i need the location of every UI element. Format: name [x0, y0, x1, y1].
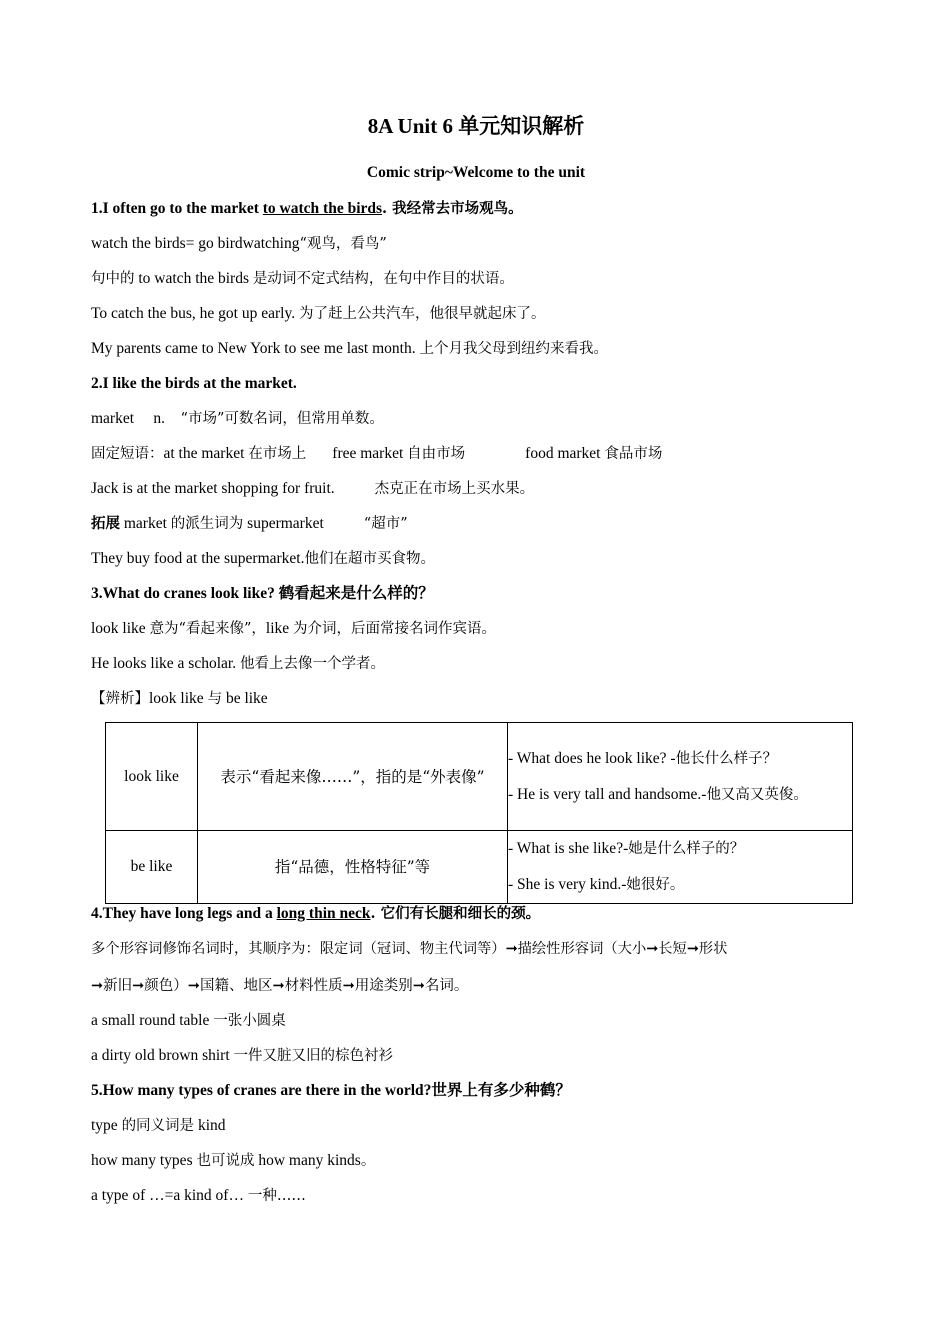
en-text: My parents came to New York to see me last month. [91, 340, 420, 357]
s2-line-1 [91, 409, 384, 429]
table-row [106, 723, 853, 831]
section-2-heading: 2.I like the birds at the market. [91, 375, 297, 392]
cn-text: 一件又脏又旧的棕色衬衫 [233, 1048, 393, 1064]
example-line [508, 831, 852, 867]
s4-line-3 [91, 1011, 286, 1031]
cn-text: 。 [360, 1153, 376, 1169]
en-text: type [91, 1117, 122, 1134]
cn-text: 的派生词为 [170, 516, 244, 532]
s1-line-2 [91, 269, 514, 289]
s1-line-3 [91, 304, 545, 324]
en-text: watch the birds= go birdwatching [91, 235, 300, 252]
extension-label: 拓展 [91, 515, 120, 532]
cn-text: 一张小圆桌 [213, 1013, 286, 1029]
cn-text: 固定短语： [91, 446, 164, 462]
section-4-heading [91, 904, 540, 924]
en-text: To catch the bus, he got up early. [91, 305, 299, 322]
cn-text: “观鸟，看鸟” [299, 236, 387, 252]
s2-line-3 [91, 479, 534, 499]
en-text: kind [194, 1117, 226, 1134]
cn-text: 句中的 [91, 271, 135, 287]
heading-text: 1.I often go to the market [91, 200, 263, 217]
en-text: supermarket [243, 515, 324, 532]
s2-line-4 [91, 514, 408, 534]
heading-text-cn: . 它们有长腿和细长的颈。 [370, 905, 541, 922]
cn-text: 为介词，后面常接名词作宾语。 [293, 621, 497, 637]
s2-line-5 [91, 549, 435, 569]
s5-line-3 [91, 1186, 306, 1206]
heading-text: 5.How many types of cranes are there in the world?世界上有多少种鹤？ [91, 1082, 571, 1099]
en-text: a type of …=a kind of… [91, 1187, 248, 1204]
cn-text: 他长什么样子？ [675, 750, 778, 767]
cn-text: 也可说成 [196, 1153, 255, 1169]
table-cell-meaning: 表示“看起来像……”，指的是“外表像” [198, 723, 508, 831]
cn-text: 多个形容词修饰名词时，其顺序为：限定词（冠词、物主代词等）➞描绘性形容词（大小➞长短➞形状 [91, 941, 728, 957]
en-text: food market [525, 445, 605, 462]
en-text: - She is very kind.- [508, 876, 627, 893]
example-line [508, 741, 852, 777]
en-text: how many kinds [254, 1152, 361, 1169]
cn-text: 与 [207, 691, 223, 707]
s4-line-1 [91, 939, 727, 959]
cn-text: 为了赶上公共汽车，他很早就起床了。 [298, 306, 546, 322]
s1-line-1 [91, 234, 387, 254]
example-line [508, 867, 852, 903]
en-text: how many types [91, 1152, 197, 1169]
cn-text: “超市” [363, 516, 408, 532]
cn-text: 她很好。 [626, 877, 685, 893]
en-text: be like [222, 690, 268, 707]
cn-text: 食品市场 [604, 446, 663, 462]
table-cell-example [508, 723, 853, 831]
en-text: like [265, 620, 294, 637]
heading-text-cn: . 我经常去市场观鸟。 [382, 200, 523, 217]
cn-text: 的同义词是 [121, 1118, 195, 1134]
table-cell-term: look like [106, 723, 198, 831]
cn-text: 在市场上 [248, 446, 307, 462]
en-text: Jack is at the market shopping for fruit. [91, 480, 335, 497]
cn-text: ➞新旧➞颜色）➞国籍、地区➞材料性质➞用途类别➞名词。 [91, 978, 469, 994]
cn-text: 意为“看起来像”， [149, 621, 266, 637]
table-row [106, 831, 853, 904]
en-text: to watch the birds [134, 270, 253, 287]
s3-line-3 [91, 689, 268, 709]
s5-line-1 [91, 1116, 226, 1136]
en-text: market [120, 515, 171, 532]
table-cell-example [508, 831, 853, 904]
s3-line-1 [91, 619, 496, 639]
heading-underlined: to watch the birds [262, 200, 383, 217]
en-text: a dirty old brown shirt [91, 1047, 234, 1064]
cn-text: 他们在超市买食物。 [304, 551, 435, 567]
s4-line-4 [91, 1046, 393, 1066]
en-text: - What is she like?- [508, 840, 629, 857]
cn-text: 是动词不定式结构，在句中作目的状语。 [252, 271, 514, 287]
cn-text: 自由市场 [407, 446, 466, 462]
page-subtitle: Comic strip~Welcome to the unit [366, 164, 586, 181]
en-text: look like [149, 690, 208, 707]
cn-text: 一种…… [247, 1188, 306, 1204]
s3-line-2 [91, 654, 385, 674]
section-1-heading [91, 199, 523, 219]
section-3-heading [91, 584, 434, 604]
en-text: market n. [91, 410, 181, 427]
s1-line-4 [91, 339, 608, 359]
cn-text: 杰克正在市场上买水果。 [374, 481, 535, 497]
s4-line-2 [91, 976, 468, 996]
s2-line-2 [91, 444, 662, 464]
en-text: free market [332, 445, 408, 462]
en-text: a small round table [91, 1012, 214, 1029]
table-cell-meaning: 指“品德，性格特征”等 [198, 831, 508, 904]
cn-text: 他看上去像一个学者。 [239, 656, 385, 672]
comparison-table [105, 722, 853, 904]
section-5-heading [91, 1081, 571, 1101]
table-cell-term: be like [106, 831, 198, 904]
heading-text: 3.What do cranes look like? 鹤看起来是什么样的？ [91, 585, 434, 602]
s5-line-2 [91, 1151, 375, 1171]
en-text: - What does he look like? - [508, 749, 676, 767]
en-text: They buy food at the supermarket. [91, 550, 305, 567]
heading-text: 4.They have long legs and a [91, 905, 277, 922]
cn-text: 他又高又英俊。 [706, 786, 808, 803]
heading-underlined: long thin neck [276, 905, 371, 922]
en-text: look like [91, 620, 150, 637]
en-text: at the market [163, 445, 249, 462]
cn-text: “市场”可数名词，但常用单数。 [180, 411, 384, 427]
example-line [508, 777, 852, 813]
cn-text: 上个月我父母到纽约来看我。 [419, 341, 608, 357]
en-text: He looks like a scholar. [91, 655, 240, 672]
cn-text: 她是什么样子的？ [628, 841, 745, 857]
cn-text: 【辨析】 [91, 691, 149, 707]
en-text: - He is very tall and handsome.- [508, 785, 707, 803]
page-title: 8A Unit 6 单元知识解析 [367, 114, 585, 138]
